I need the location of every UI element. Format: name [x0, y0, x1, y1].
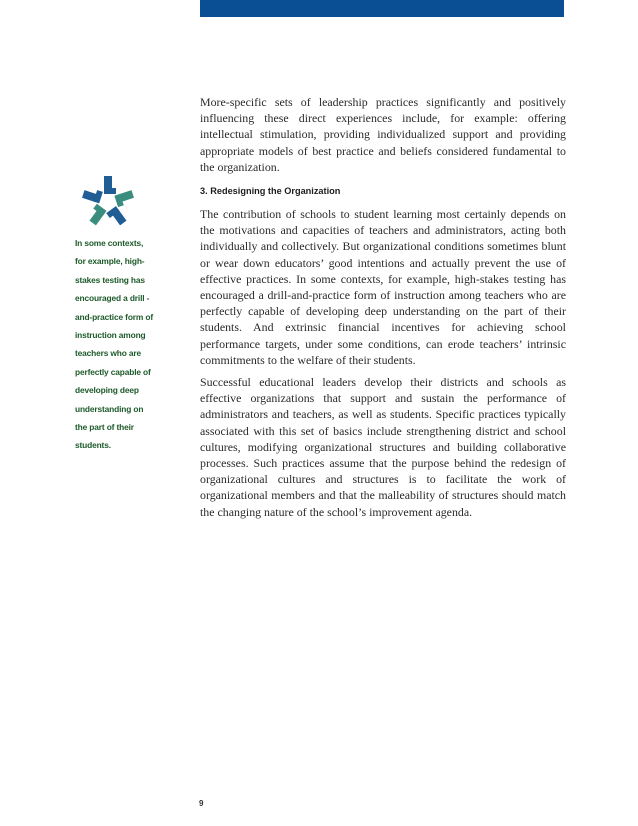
- pull-quote-line: stakes testing has: [75, 274, 145, 285]
- intro-paragraph: More-specific sets of leadership practices significantly and positively influencing these direct experiences include, for example: offering intellectual stimulation, providing individualized support and providing appropriate models of best practice and beliefs considered fundamental to the organization.: [200, 95, 566, 174]
- pull-quote-line: and-practice form of: [75, 311, 153, 322]
- body-paragraph: Successful educational leaders develop their districts and schools as effective organizations that support and sustain the performance of administrators and teachers, as well as students. Specific practices typically associated with this set of basics include strengthening district and school cultures, modifying organizational structures and building collaborative processes. Such practices assume that the purpose behind the redesign of organizational cultures and structures is to facilitate the work of organizational members and that the malleability of structures should match the changing nature of the school’s improvement agenda.: [200, 375, 566, 519]
- page-number: 9: [199, 799, 204, 808]
- pull-quote-line: teachers who are: [75, 348, 142, 359]
- body-paragraph: The contribution of schools to student learning most certainly depends on the motivations and capacities of teachers and administrators, acting both individually and collectively. But organizational conditions sometimes blunt or wear down educators’ good intentions and actually prevent the use of effective practices. In some contexts, for example, high-stakes testing has encouraged a drill-and-practice form of instruction among teachers who are perfectly capable of developing deep understanding on the part of their students. And extrinsic financial incentives for achieving school performance targets, under some conditions, can erode teachers’ intrinsic commitments to the welfare of their students.: [200, 207, 566, 367]
- header-bar: [200, 0, 564, 17]
- pull-quote: [75, 234, 187, 455]
- pull-quote-line: understanding on: [75, 403, 144, 414]
- spiral-star-logo-icon: [80, 174, 136, 230]
- pull-quote-line: students.: [75, 440, 111, 451]
- pull-quote-line: perfectly capable of: [75, 366, 151, 377]
- section-heading: 3. Redesigning the Organization: [200, 186, 341, 197]
- pull-quote-line: for example, high-: [75, 256, 145, 267]
- pull-quote-line: the part of their: [75, 422, 134, 433]
- pull-quote-line: encouraged a drill -: [75, 293, 150, 304]
- pull-quote-line: instruction among: [75, 330, 146, 341]
- pull-quote-line: developing deep: [75, 385, 139, 396]
- main-text: [200, 94, 566, 520]
- pull-quote-line: In some contexts,: [75, 238, 144, 248]
